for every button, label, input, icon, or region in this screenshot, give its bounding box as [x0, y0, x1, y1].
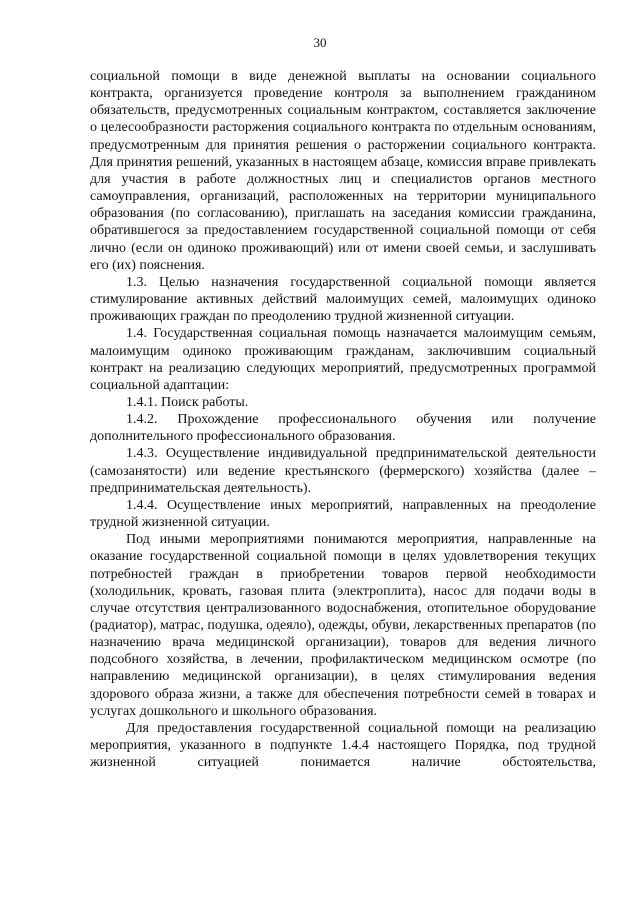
paragraph-1-4-1: 1.4.1. Поиск работы. [126, 394, 249, 410]
paragraph-1-4-4: 1.4.4. Осуществление иных мероприятий, направленных на преодоление трудной жизненной ситуации. [90, 497, 596, 531]
paragraph-1-4: 1.4. Государственная социальная помощь назначается малоимущим семьям, малоимущим одиноко проживающим гражданам, заключившим социальный контракт на реализацию следующих мероприятий, предусмотренных программой социальной адаптации: [90, 326, 596, 393]
paragraph-1-4-3: 1.4.3. Осуществление индивидуальной предпринимательской деятельности (самозанятости) или ведение крестьянского (фермерского) хозяйства (далее – предпринимательская деятельность). [90, 446, 596, 496]
document-body [90, 68, 596, 771]
paragraph-1-4-2: 1.4.2. Прохождение профессионального обучения или получение дополнительного профессионального образования. [90, 412, 596, 445]
paragraph-other-measures: Под иными мероприятиями понимаются мероприятия, направленные на оказание государственной социальной помощи в целях удовлетворения текущих потребностей граждан в приобретении товаров первой необходимости (холодильник, кровать, газовая плита (электроплита), насос для подачи воды в случае отсутствия централизованного водоснабжения, отопительное оборудование (радиатор), матрас, подушка, одеяло), одежды, обуви, лекарственных препаратов (по назначению врача медицинской организации), товаров для ведения личного подсобного хозяйства, в лечении, профилактическом медицинском осмотре (по направлению медицинской организации), в целях стимулирования ведения здорового образа жизни, а также для обеспечения потребности семей в товарах и услугах дошкольного и школьного образования. [90, 532, 596, 719]
paragraph-difficult-situation: Для предоставления государственной социальной помощи на реализацию мероприятия, указанного в подпункте 1.4.4 настоящего Порядка, под трудной жизненной ситуацией понимается наличие обстоятельства, [90, 720, 596, 771]
page-number: 30 [313, 35, 327, 50]
paragraph-contract-control: социальной помощи в виде денежной выплаты на основании социального контракта, организуется проведение контроля за выполнением гражданином обязательств, предусмотренных социальным контрактом, составляется заключение о целесообразности расторжения социального контракта по отдельным основаниям, предусмотренным для принятия решения о расторжении социального контракта. Для принятия решений, указанных в настоящем абзаце, комиссия вправе привлекать для участия в работе должностных лиц и специалистов органов местного самоуправления, организаций, расположенных на территории муниципального образования (по согласованию), приглашать на заседания комиссии гражданина, обратившегося за предоставлением государственной социальной помощи от себя лично (если он одиноко проживающий) или от имени своей семьи, и заслушивать его (их) пояснения. [90, 69, 596, 273]
paragraph-1-3: 1.3. Целью назначения государственной социальной помощи является стимулирование активных действий малоимущих семей, малоимущих одиноко проживающих граждан по преодолению трудной жизненной ситуации. [90, 274, 596, 325]
